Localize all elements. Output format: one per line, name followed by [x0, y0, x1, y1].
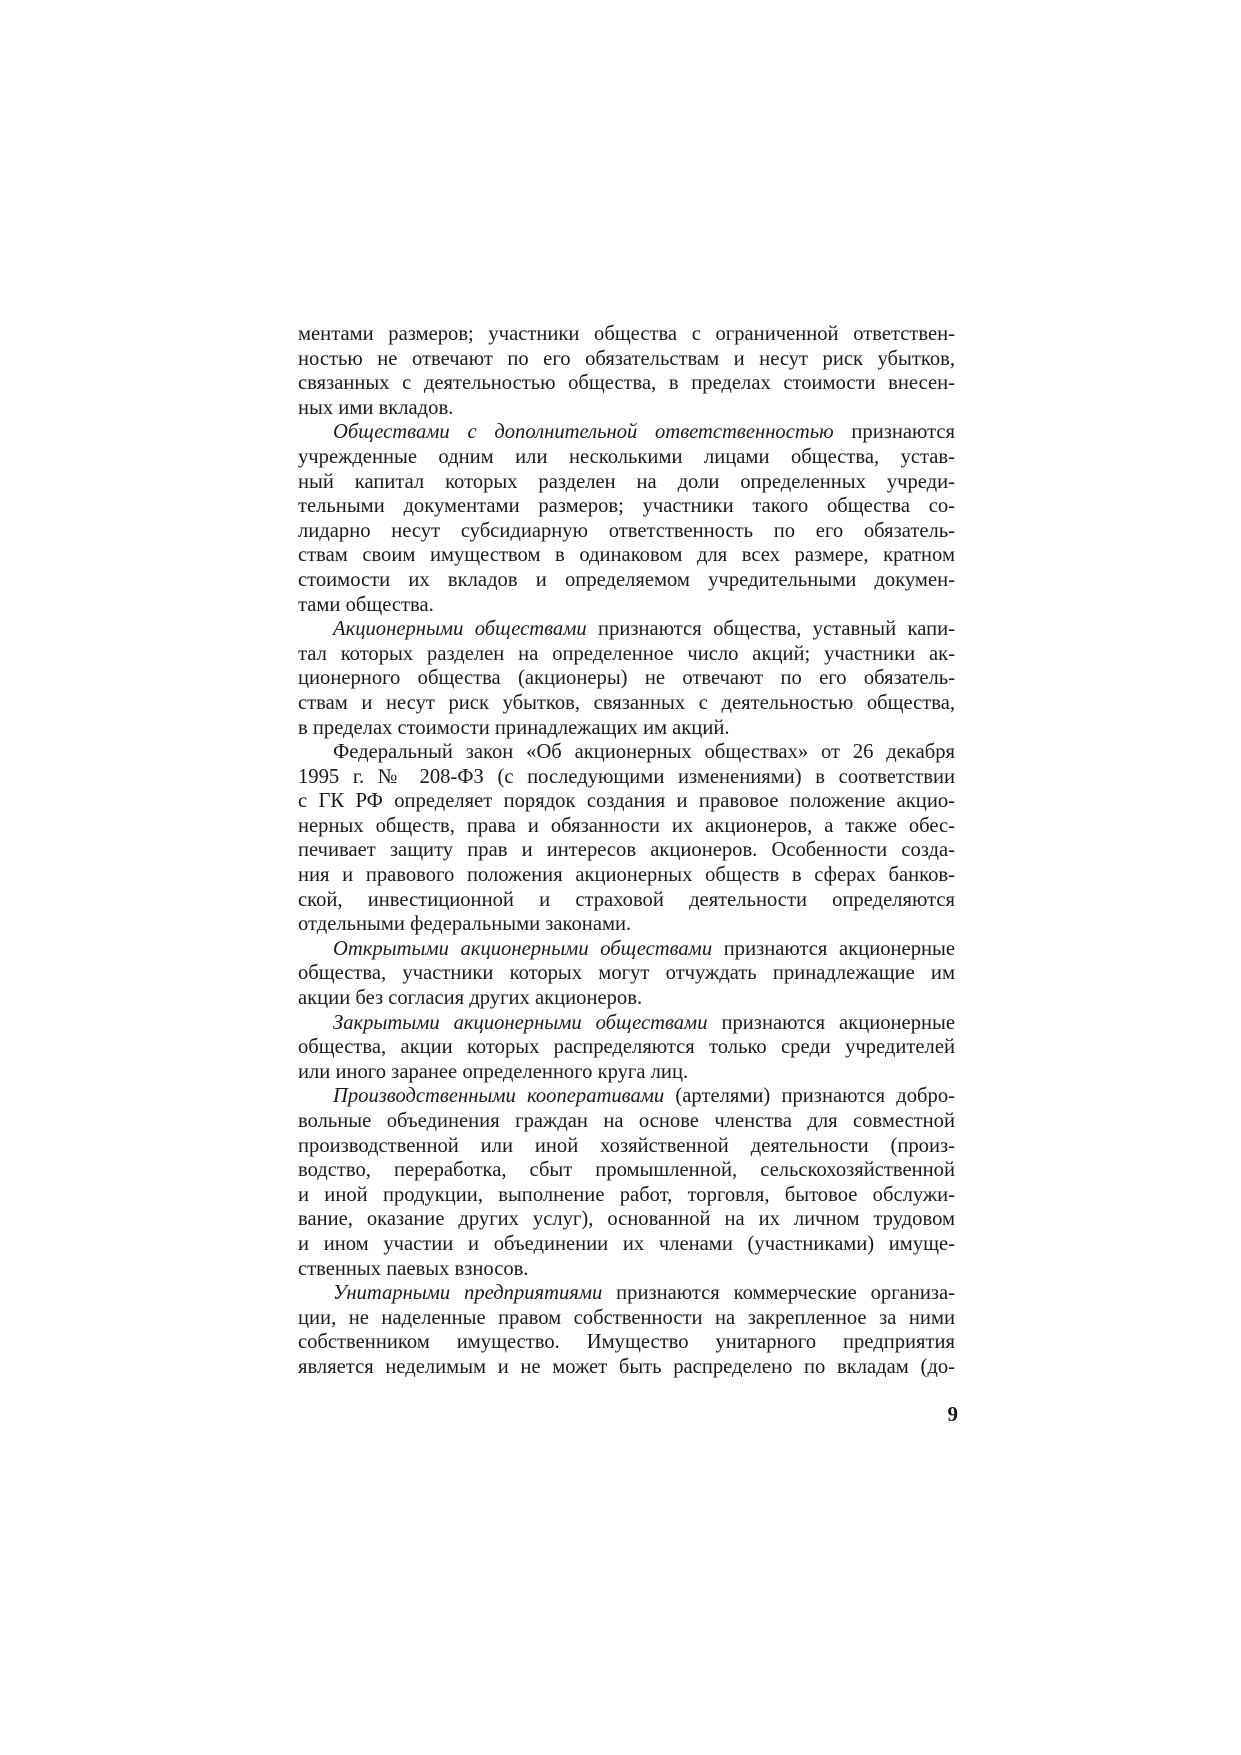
defined-term: Унитарными предприятиями: [333, 1282, 603, 1305]
paragraph-joint-stock-companies: [298, 617, 955, 740]
text-line: отдельными федеральными законами.: [298, 913, 632, 936]
text-line: и ином участии и объединении их членами (участниками) имуще-: [298, 1232, 955, 1255]
text-line: водство, переработка, сбыт промышленной, сельскохозяйственной: [298, 1159, 955, 1182]
text-line: собственником имущество. Имущество унитарного предприятия: [298, 1331, 955, 1354]
text-line: вание, оказание других услуг), основанной на их личном трудовом: [298, 1208, 955, 1231]
text-line: ционерного общества (акционеры) не отвечают по его обязатель-: [298, 667, 955, 690]
text-line: ный капитал которых разделен на доли определенных учреди-: [298, 470, 955, 493]
text-line: лидарно несут субсидиарную ответственность по его обязатель-: [298, 519, 955, 542]
paragraph-unitary-enterprises: [298, 1281, 955, 1379]
text-line: ных ими вкладов.: [298, 396, 454, 419]
text-line: [298, 937, 955, 962]
text-line: [298, 1011, 955, 1036]
text-line: общества, участники которых могут отчуждать принадлежащие им: [298, 962, 955, 985]
text-line: тами общества.: [298, 593, 434, 616]
text-line: 1995 г. № 208-ФЗ (с последующими изменениями) в соответствии: [298, 765, 955, 788]
defined-term: Производственными кооперативами: [333, 1085, 665, 1108]
text-line: [298, 420, 955, 445]
text-line: [298, 1281, 955, 1306]
text-line: ментами размеров; участники общества с ограниченной ответствен-: [298, 323, 955, 345]
text-fragment: признаются коммерческие организа-: [602, 1282, 955, 1305]
text-line: тал которых разделен на определенное число акций; участники ак-: [298, 642, 955, 665]
defined-term: Открытыми акционерными обществами: [333, 937, 713, 960]
text-line: или иного заранее определенного круга лиц.: [298, 1060, 689, 1083]
text-line: [298, 617, 955, 642]
paragraph-federal-law: [298, 740, 955, 937]
text-line: ствам своим имуществом в одинаковом для всех размере, кратном: [298, 544, 955, 567]
text-fragment: признаются акционерные: [712, 937, 955, 960]
text-line: вольные объединения граждан на основе членства для совместной: [298, 1110, 955, 1132]
text-fragment: признаются общества, уставный капи-: [586, 618, 955, 641]
paragraph-additional-liability-companies: [298, 420, 955, 617]
text-line: ния и правового положения акционерных обществ в сферах банков-: [298, 864, 955, 887]
text-line: Федеральный закон «Об акционерных обществах» от 26 декабря: [333, 741, 955, 764]
text-line: в пределах стоимости принадлежащих им акций.: [298, 716, 730, 739]
text-line: акции без согласия других акционеров.: [298, 987, 643, 1010]
defined-term: Обществами с дополнительной ответственностью: [333, 421, 834, 444]
text-line: печивает защиту прав и интересов акционеров. Особенности созда-: [298, 839, 955, 862]
text-line: ской, инвестиционной и страховой деятельности определяются: [298, 888, 955, 911]
text-fragment: признаются акционерные: [707, 1011, 955, 1034]
text-line: ции, не наделенные правом собственности на закрепленное за ними: [298, 1306, 955, 1329]
defined-term: Закрытыми акционерными обществами: [333, 1011, 708, 1034]
text-line: стоимости их вкладов и определяемом учредительными докумен-: [298, 568, 955, 591]
paragraph-closed-joint-stock: [298, 1011, 955, 1085]
text-line: ностью не отвечают по его обязательствам и несут риск убытков,: [298, 347, 955, 370]
text-fragment: признаются: [833, 421, 955, 444]
text-fragment: (артелями) признаются добро-: [664, 1085, 955, 1108]
text-line: нерных обществ, права и обязанности их акционеров, а также обес-: [298, 814, 955, 837]
page-number: 9: [947, 1402, 958, 1426]
text-line: производственной или иной хозяйственной деятельности (произ-: [298, 1134, 955, 1157]
text-line: тельными документами размеров; участники такого общества со-: [298, 495, 955, 518]
text-line: [298, 1084, 955, 1109]
paragraph-open-joint-stock: [298, 937, 955, 1011]
text-line: учрежденные одним или несколькими лицами общества, устав-: [298, 445, 955, 468]
page-body-text: [298, 322, 955, 1380]
text-line: связанных с деятельностью общества, в пределах стоимости внесен-: [298, 372, 955, 395]
text-line: является неделимым и не может быть распределено по вкладам (до-: [298, 1355, 955, 1378]
text-line: общества, акции которых распределяются только среди учредителей: [298, 1036, 955, 1059]
defined-term: Акционерными обществами: [333, 618, 587, 641]
text-line: ствам и несут риск убытков, связанных с деятельностью общества,: [298, 691, 955, 714]
paragraph-llc-continuation: [298, 322, 955, 420]
text-line: ственных паевых взносов.: [298, 1257, 529, 1280]
text-line: с ГК РФ определяет порядок создания и правовое положение акцио-: [298, 790, 955, 813]
text-line: и иной продукции, выполнение работ, торговля, бытовое обслужи-: [298, 1183, 955, 1206]
paragraph-production-cooperatives: [298, 1084, 955, 1281]
